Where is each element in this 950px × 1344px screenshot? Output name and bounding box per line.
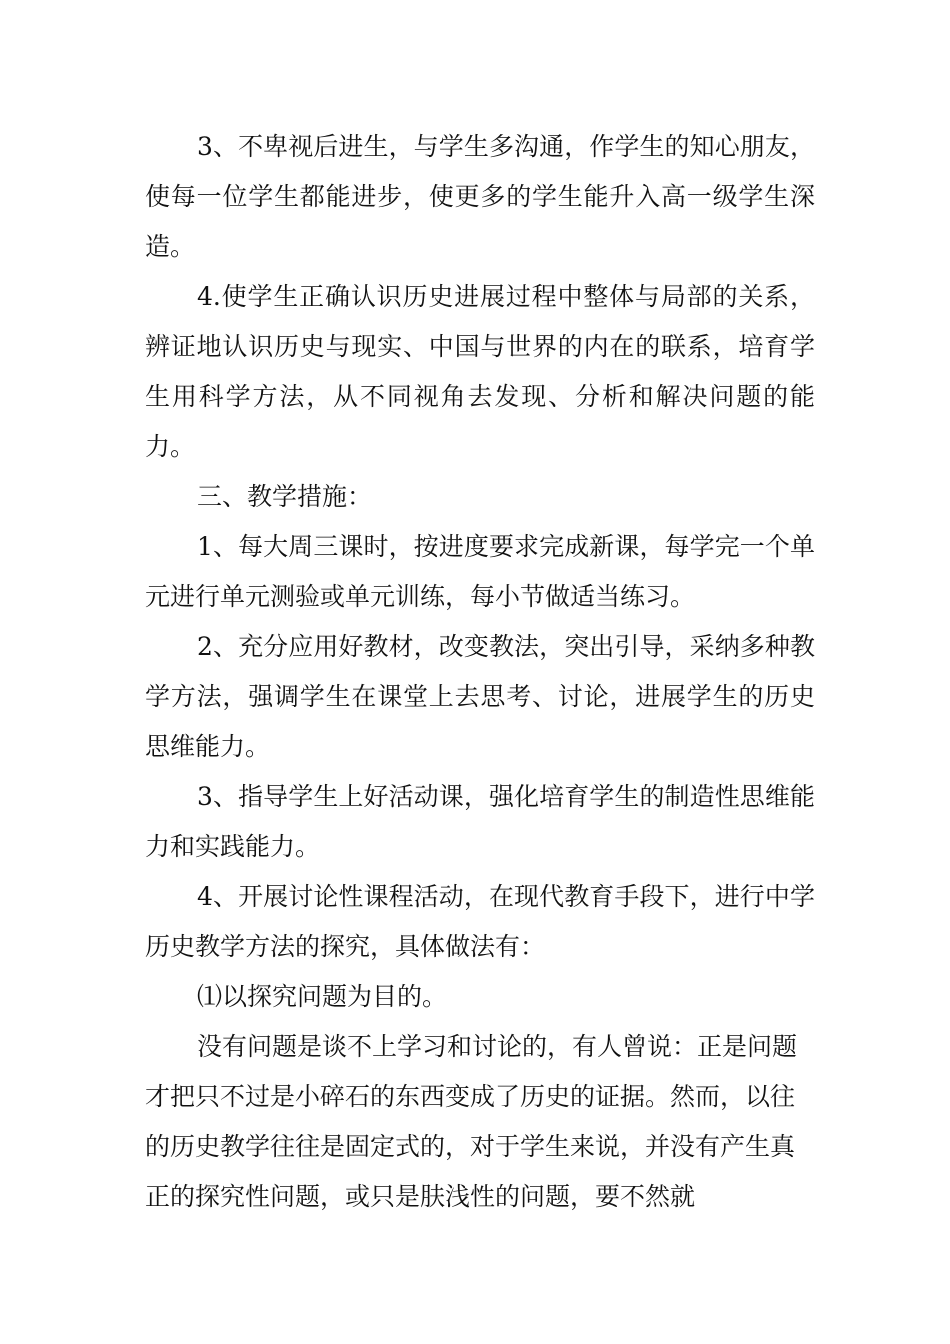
- measure-item-3: 3、指导学生上好活动课，强化培育学生的制造性思维能力和实践能力。: [145, 782, 815, 861]
- measure-item-4: 4、开展讨论性课程活动，在现代教育手段下，进行中学历史教学方法的探究，具体做法有：: [145, 882, 815, 961]
- section-heading-teaching-measures: 三、教学措施：: [197, 482, 373, 511]
- body-paragraph: 没有问题是谈不上学习和讨论的，有人曾说：正是问题才把只不过是小碎石的东西变成了历史的证据。然而，以往的历史教学往往是固定式的，对于学生来说，并没有产生真正的探究性问题，或只是肤浅性的问题，要不然就: [145, 1032, 798, 1211]
- document-body: [145, 122, 815, 1222]
- paragraph-item-4: 4.使学生正确认识历史进展过程中整体与局部的关系，辨证地认识历史与现实、中国与世界的内在的联系，培育学生用科学方法，从不同视角去发现、分析和解决问题的能力。: [145, 282, 815, 461]
- measure-item-2: 2、充分应用好教材，改变教法，突出引导，采纳多种教学方法，强调学生在课堂上去思考、讨论，进展学生的历史思维能力。: [145, 632, 815, 761]
- paragraph-item-3: 3、不卑视后进生，与学生多沟通，作学生的知心朋友，使每一位学生都能进步，使更多的学生能升入高一级学生深造。: [145, 132, 815, 261]
- measure-item-1: 1、每大周三课时，按进度要求完成新课，每学完一个单元进行单元测验或单元训练，每小节做适当练习。: [145, 532, 815, 611]
- subitem-1: ⑴以探究问题为目的。: [197, 982, 448, 1011]
